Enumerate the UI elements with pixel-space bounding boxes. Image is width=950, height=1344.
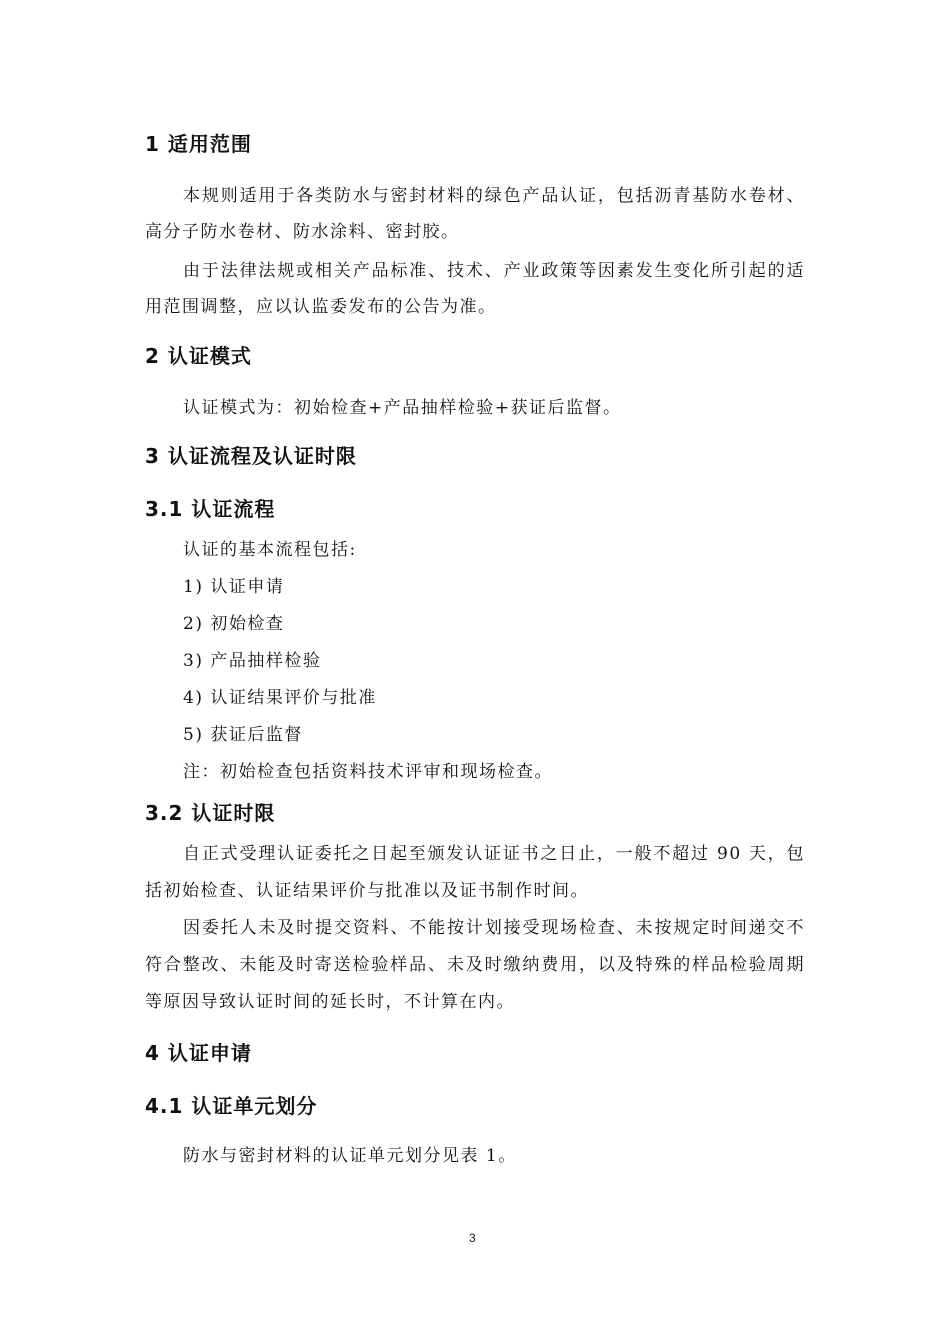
time-para2-line3: 等原因导致认证时间的延长时，不计算在内。	[145, 992, 515, 1012]
heading-time-limit: 3.2 认证时限	[145, 801, 276, 825]
scope-para2-line2: 用范围调整，应以认监委发布的公告为准。	[145, 297, 497, 317]
flow-note: 注：初始检查包括资料技术评审和现场检查。	[183, 762, 553, 782]
heading-process: 3 认证流程及认证时限	[145, 444, 357, 468]
heading-process-flow: 3.1 认证流程	[145, 497, 276, 521]
time-para2-line1: 因委托人未及时提交资料、不能按计划接受现场检查、未按规定时间递交不	[183, 918, 805, 938]
mode-para: 认证模式为：初始检查+产品抽样检验+获证后监督。	[183, 398, 622, 418]
time-para2-line2: 符合整改、未能及时寄送检验样品、未及时缴纳费用，以及特殊的样品检验周期	[145, 955, 805, 975]
heading-application: 4 认证申请	[145, 1041, 252, 1065]
heading-scope: 1 适用范围	[145, 132, 252, 156]
flow-step: 3) 产品抽样检验	[183, 651, 322, 671]
heading-unit-division: 4.1 认证单元划分	[145, 1094, 318, 1118]
scope-para1-line1: 本规则适用于各类防水与密封材料的绿色产品认证，包括沥青基防水卷材、	[183, 186, 805, 206]
time-para1-line1: 自正式受理认证委托之日起至颁发认证证书之日止，一般不超过 90 天，包	[183, 844, 805, 864]
flow-step: 4) 认证结果评价与批准	[183, 688, 377, 708]
flow-step: 2) 初始检查	[183, 614, 285, 634]
unit-division-para: 防水与密封材料的认证单元划分见表 1。	[183, 1146, 517, 1166]
flow-step: 5) 获证后监督	[183, 725, 303, 745]
heading-mode: 2 认证模式	[145, 344, 252, 368]
scope-para2-line1: 由于法律法规或相关产品标准、技术、产业政策等因素发生变化所引起的适	[183, 261, 805, 281]
page-number: 3	[469, 1231, 476, 1245]
flow-intro: 认证的基本流程包括:	[183, 540, 357, 560]
flow-step: 1) 认证申请	[183, 577, 285, 597]
time-para1-line2: 括初始检查、认证结果评价与批准以及证书制作时间。	[145, 881, 589, 901]
scope-para1-line2: 高分子防水卷材、防水涂料、密封胶。	[145, 222, 460, 242]
